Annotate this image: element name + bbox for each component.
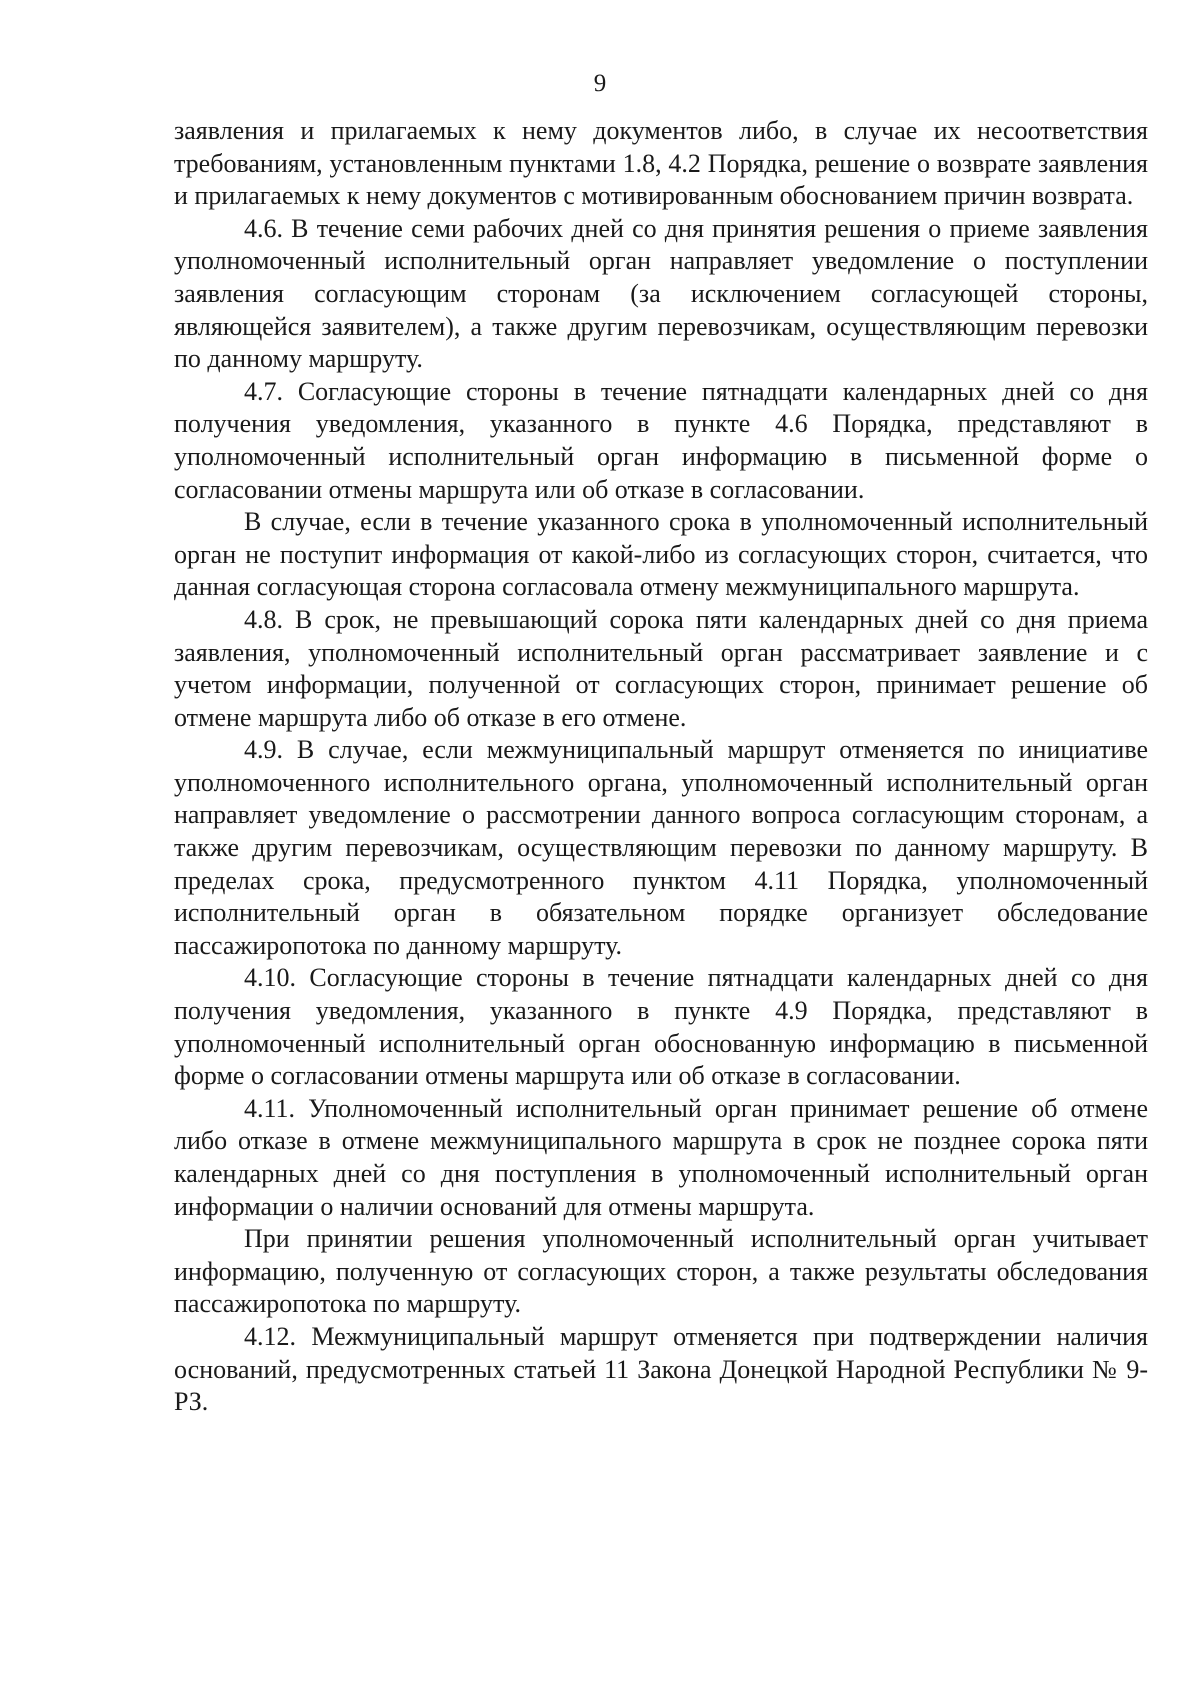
paragraph-4-8: 4.8. В срок, не превышающий сорока пяти календарных дней со дня приема заявления, уполномоченный исполнительный орган рассматривает заявление и с учетом информации, полученной от согласующих сторон, принимает решение об отмене маршрута либо об отказе в его отмене.	[174, 604, 1148, 732]
paragraph-4-10: 4.10. Согласующие стороны в течение пятнадцати календарных дней со дня получения уведомления, указанного в пункте 4.9 Порядка, представляют в уполномоченный исполнительный орган обоснованную информацию в письменной форме о согласовании отмены маршрута или об отказе в согласовании.	[174, 963, 1148, 1091]
paragraph-4-7-note: В случае, если в течение указанного срока в уполномоченный исполнительный орган не поступит информация от какой-либо из согласующих сторон, считается, что данная согласующая сторона согласовала отмену межмуниципального маршрута.	[174, 507, 1148, 602]
paragraph-4-12: 4.12. Межмуниципальный маршрут отменяется при подтверждении наличия оснований, предусмотренных статьей 11 Закона Донецкой Народной Республики № 9-РЗ.	[174, 1321, 1148, 1417]
paragraph-4-11-note: При принятии решения уполномоченный исполнительный орган учитывает информацию, полученную от согласующих сторон, а также результаты обследования пассажиропотока по маршруту.	[174, 1224, 1148, 1319]
paragraph-4-11: 4.11. Уполномоченный исполнительный орган принимает решение об отмене либо отказе в отмене межмуниципального маршрута в срок не позднее сорока пяти календарных дней со дня поступления в уполномоченный исполнительный орган информации о наличии оснований для отмены маршрута.	[174, 1093, 1148, 1221]
paragraph-continuation: заявления и прилагаемых к нему документов либо, в случае их несоответствия требованиям, установленным пунктами 1.8, 4.2 Порядка, решение о возврате заявления и прилагаемых к нему документов с мотивированным обоснованием причин возврата.	[174, 116, 1148, 211]
paragraph-4-6: 4.6. В течение семи рабочих дней со дня принятия решения о приеме заявления уполномоченный исполнительный орган направляет уведомление о поступлении заявления согласующим сторонам (за исключением согласующей стороны, являющейся заявителем), а также другим перевозчикам, осуществляющим перевозки по данному маршруту.	[174, 213, 1148, 374]
paragraph-4-7: 4.7. Согласующие стороны в течение пятнадцати календарных дней со дня получения уведомления, указанного в пункте 4.6 Порядка, представляют в уполномоченный исполнительный орган информацию в письменной форме о согласовании отмены маршрута или об отказе в согласовании.	[174, 376, 1148, 504]
page-number: 9	[593, 70, 607, 97]
document-body	[174, 115, 1148, 1419]
paragraph-4-9: 4.9. В случае, если межмуниципальный маршрут отменяется по инициативе уполномоченного исполнительного органа, уполномоченный исполнительный орган направляет уведомление о рассмотрении данного вопроса согласующим сторонам, а также другим перевозчикам, осуществляющим перевозки по данному маршруту. В пределах срока, предусмотренного пунктом 4.11 Порядка, уполномоченный исполнительный орган в обязательном порядке организует обследование пассажиропотока по данному маршруту.	[174, 735, 1148, 960]
